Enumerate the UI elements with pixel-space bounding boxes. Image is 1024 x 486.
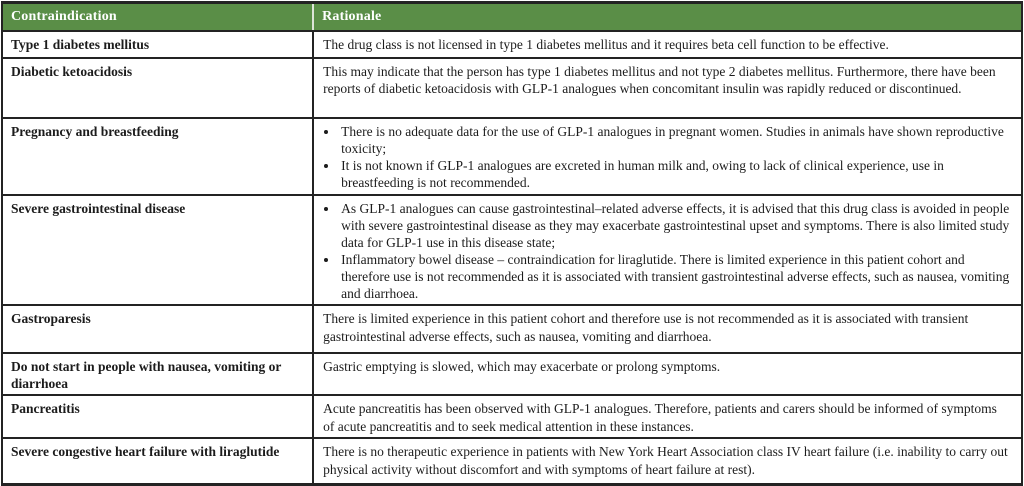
rationale-text: Gastric emptying is slowed, which may exacerbate or prolong symptoms. xyxy=(323,359,721,375)
table-header xyxy=(2,3,1022,32)
table-row xyxy=(2,395,1022,438)
table-row xyxy=(2,353,1022,395)
contraindication-cell: Do not start in people with nausea, vomiting or diarrhoea xyxy=(2,353,313,395)
rationale-text: This may indicate that the person has type 1 diabetes mellitus and not type 2 diabetes mellitus. Furthermore, there have been reports of diabetic ketoacidosis with GLP-1 analogues when concomitant insulin was rapidly reduced or discontinued. xyxy=(323,64,996,97)
rationale-cell xyxy=(313,353,1022,395)
contraindications-table xyxy=(1,1,1023,486)
rationale-bullet-list xyxy=(323,123,1011,192)
contraindication-cell: Severe congestive heart failure with liraglutide xyxy=(2,438,313,484)
rationale-cell xyxy=(313,118,1022,195)
table-row xyxy=(2,58,1022,118)
header-row xyxy=(2,3,1022,32)
rationale-cell xyxy=(313,31,1022,58)
bullet-item: • As GLP-1 analogues can cause gastrointestinal–related adverse effects, it is advised that this drug class is avoided in people with severe gastrointestinal disease as they may exacerbate gastrointestinal upset and symptoms. There is also limited study data for GLP-1 use in this disease state; xyxy=(339,200,1011,251)
rationale-cell xyxy=(313,438,1022,484)
column-header-contraindication: Contraindication xyxy=(2,3,313,32)
bullet-item: • Inflammatory bowel disease – contraindication for liraglutide. There is limited experience in this patient cohort and therefore use is not recommended as it is associated with transient gastrointestinal adverse effects, such as nausea, vomiting and diarrhoea. xyxy=(339,251,1011,302)
rationale-cell xyxy=(313,395,1022,438)
rationale-text: There is no therapeutic experience in patients with New York Heart Association class IV heart failure (i.e. inability to carry out physical activity without discomfort and with symptoms of heart failure at rest). xyxy=(323,444,1008,477)
rationale-text: The drug class is not licensed in type 1 diabetes mellitus and it requires beta cell function to be effective. xyxy=(323,37,889,52)
rationale-cell xyxy=(313,305,1022,353)
rationale-cell xyxy=(313,195,1022,306)
table-row xyxy=(2,305,1022,353)
bullet-item: • It is not known if GLP-1 analogues are excreted in human milk and, owing to lack of clinical experience, use in breastfeeding is not recommended. xyxy=(339,157,1011,191)
contraindication-cell: Diabetic ketoacidosis xyxy=(2,58,313,118)
bullet-item: • There is no adequate data for the use of GLP-1 analogues in pregnant women. Studies in animals have shown reproductive toxicity; xyxy=(339,123,1011,157)
table-body xyxy=(2,31,1022,484)
table-row xyxy=(2,195,1022,306)
column-header-rationale: Rationale xyxy=(313,3,1022,32)
contraindication-cell: Pancreatitis xyxy=(2,395,313,438)
contraindication-cell: Type 1 diabetes mellitus xyxy=(2,31,313,58)
contraindication-cell: Severe gastrointestinal disease xyxy=(2,195,313,306)
contraindication-cell: Gastroparesis xyxy=(2,305,313,353)
rationale-cell xyxy=(313,58,1022,118)
table-row xyxy=(2,438,1022,484)
rationale-text: There is limited experience in this patient cohort and therefore use is not recommended as it is associated with transient gastrointestinal adverse effects, such as nausea, vomiting and diarrhoea. xyxy=(323,311,969,344)
table-row xyxy=(2,118,1022,195)
table-row xyxy=(2,31,1022,58)
rationale-bullet-list xyxy=(323,200,1011,303)
contraindication-cell: Pregnancy and breastfeeding xyxy=(2,118,313,195)
rationale-text: Acute pancreatitis has been observed with GLP-1 analogues. Therefore, patients and carers should be informed of symptoms of acute pancreatitis and to seek medical attention in these instances. xyxy=(323,401,997,434)
